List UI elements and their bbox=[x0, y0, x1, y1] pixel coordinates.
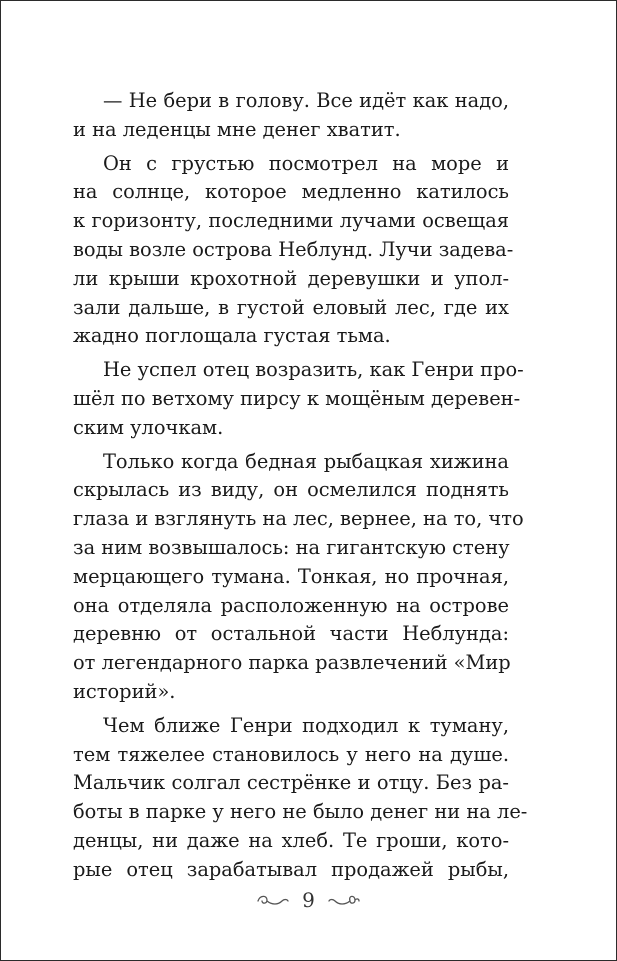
text-line: ским улочкам. bbox=[73, 415, 224, 439]
text-line: жадно поглощала густая тьма. bbox=[73, 324, 391, 348]
text-line: рые отец зарабатывал продажей рыбы, bbox=[73, 857, 509, 881]
text-line: боты в парке у него не было денег ни на ле- bbox=[73, 800, 528, 824]
text-line: зали дальше, в густой еловый лес, где их bbox=[73, 295, 509, 319]
paragraph bbox=[73, 712, 528, 885]
text-line: историй». bbox=[73, 679, 176, 703]
text-line: и на леденцы мне денег хватит. bbox=[73, 117, 401, 141]
text-line: Чем ближе Генри подходил к туману, bbox=[103, 713, 509, 737]
text-line: Только когда бедная рыбацкая хижина bbox=[103, 449, 509, 473]
page-body-text bbox=[73, 87, 528, 890]
paragraph bbox=[73, 87, 509, 145]
left-swirl-ornament-icon bbox=[256, 892, 290, 908]
text-line: от легендарного парка развлечений «Мир bbox=[73, 651, 511, 675]
text-line: денцы, ни даже на хлеб. Те гроши, кото- bbox=[73, 828, 509, 852]
text-line: тем тяжелее становилось у него на душе. bbox=[73, 742, 509, 766]
text-line: на солнце, которое медленно катилось bbox=[73, 180, 509, 204]
text-line: глаза и взглянуть на лес, вернее, на то, что bbox=[73, 507, 524, 531]
text-line: к горизонту, последними лучами освещая bbox=[73, 209, 509, 233]
text-line: скрылась из виду, он осмелился поднять bbox=[73, 478, 509, 502]
text-line: воды возле острова Неблунд. Лучи задева- bbox=[73, 237, 514, 261]
text-line: мерцающего тумана. Тонкая, но прочная, bbox=[73, 564, 509, 588]
text-line: шёл по ветхому пирсу к мощёным деревен- bbox=[73, 386, 521, 410]
page-number: 9 bbox=[302, 887, 315, 912]
text-line: ли крыши крохотной деревушки и упол- bbox=[73, 266, 509, 290]
text-line: Мальчик солгал сестрёнке и отцу. Без ра- bbox=[73, 771, 509, 795]
paragraph bbox=[73, 448, 524, 707]
paragraph bbox=[73, 150, 514, 352]
page-footer bbox=[1, 886, 616, 912]
text-line: Он с грустью посмотрел на море и bbox=[103, 151, 509, 175]
right-swirl-ornament-icon bbox=[327, 892, 361, 908]
text-line: она отделяла расположенную на острове bbox=[73, 593, 509, 617]
text-line: — Не бери в голову. Все идёт как надо, bbox=[103, 89, 509, 112]
text-line: Не успел отец возразить, как Генри про- bbox=[103, 358, 524, 382]
text-line: за ним возвышалось: на гигантскую стену bbox=[73, 535, 510, 559]
text-line: деревню от остальной части Неблунда: bbox=[73, 622, 509, 646]
paragraph bbox=[73, 356, 524, 442]
